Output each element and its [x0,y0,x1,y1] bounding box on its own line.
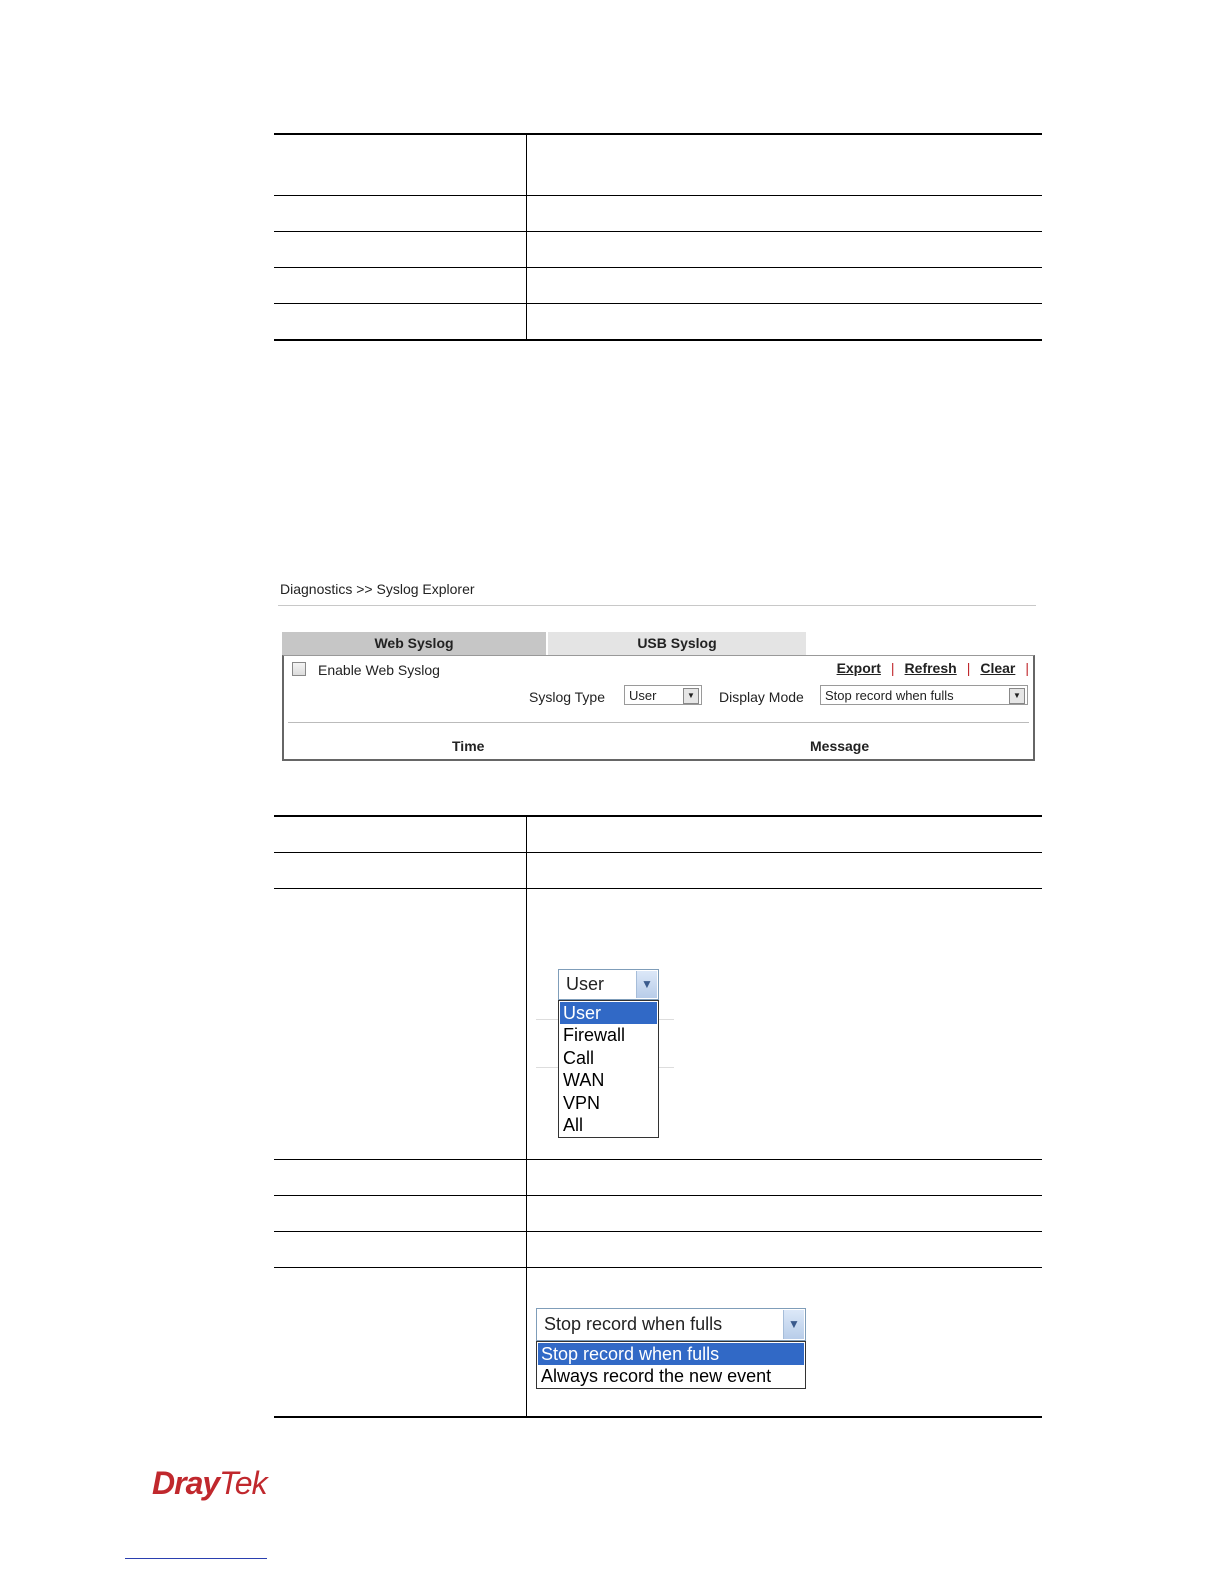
syslog-type-option[interactable]: VPN [563,1092,601,1113]
syslog-type-option[interactable]: Firewall [563,1025,626,1046]
syslog-type-dropdown-value: User [566,974,605,994]
link-separator: | [966,660,971,676]
chevron-down-icon: ▼ [783,1310,804,1339]
display-mode-value: Stop record when fulls [825,688,954,703]
display-mode-dropdown-value: Stop record when fulls [544,1314,723,1334]
link-separator: | [890,660,895,676]
logo-dray: Dray [152,1465,220,1501]
table-bottom-rule [274,1416,1042,1418]
column-header-message: Message [810,738,870,754]
top-description-table [274,133,1042,343]
table-top-rule [274,133,1042,135]
clear-link[interactable]: Clear [980,660,1016,676]
dropdown-arrow-icon: ▼ [1009,688,1025,704]
display-mode-option[interactable]: Always record the new event [541,1366,772,1387]
syslog-type-option[interactable]: Call [563,1047,595,1068]
syslog-type-label: Syslog Type [529,689,606,705]
export-link[interactable]: Export [836,660,881,676]
table-row-rule [274,231,1042,232]
web-syslog-panel [282,655,1035,761]
chevron-down-icon: ▼ [636,971,657,998]
table-row-rule [274,267,1042,268]
syslog-type-value: User [629,688,657,703]
table-row-rule [274,303,1042,304]
breadcrumb: Diagnostics >> Syslog Explorer [280,581,475,597]
syslog-type-option[interactable]: WAN [563,1070,605,1091]
display-mode-label: Display Mode [719,689,804,705]
logo-tek: Tek [219,1465,267,1501]
display-mode-options-list [536,1341,806,1389]
table-column-divider [526,133,527,341]
table-column-divider [526,815,527,1418]
dropdown-arrow-icon: ▼ [683,688,699,704]
table-bottom-rule [274,339,1042,341]
syslog-type-dropdown[interactable] [558,969,659,1000]
draytek-logo [152,1465,267,1502]
refresh-link[interactable]: Refresh [904,660,957,676]
panel-divider [288,722,1029,723]
syslog-type-option[interactable]: User [560,1002,657,1024]
action-links [837,660,1029,676]
display-mode-option[interactable]: Stop record when fulls [538,1343,804,1365]
table-row-rule [274,195,1042,196]
enable-web-syslog-checkbox[interactable] [292,662,306,676]
tab-web-syslog[interactable]: Web Syslog [282,632,546,655]
column-header-time: Time [452,738,485,754]
table-row-rule [274,1267,1042,1268]
syslog-type-options-list [558,1000,659,1138]
breadcrumb-divider [278,605,1036,606]
syslog-type-select[interactable] [624,685,702,705]
table-row-rule [274,888,1042,889]
table-top-rule [274,815,1042,817]
footer-rule [125,1558,267,1559]
link-separator: | [1025,660,1029,676]
enable-web-syslog-label: Enable Web Syslog [318,662,440,678]
table-row-rule [274,1231,1042,1232]
syslog-explorer-screenshot [278,576,1038,766]
table-row-rule [274,852,1042,853]
display-mode-dropdown[interactable] [536,1308,806,1341]
syslog-type-option[interactable]: All [563,1114,584,1135]
table-row-rule [274,1159,1042,1160]
display-mode-select[interactable] [820,685,1028,705]
tab-usb-syslog[interactable]: USB Syslog [548,632,806,655]
table-row-rule [274,1195,1042,1196]
